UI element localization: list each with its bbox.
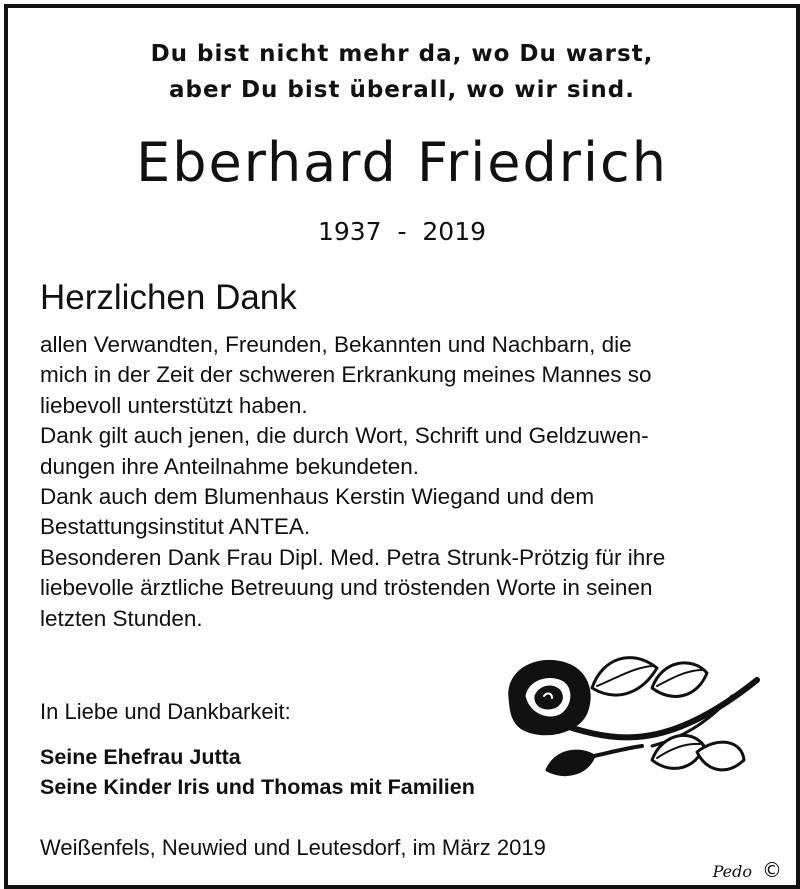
signer-line-2: Seine Kinder Iris und Thomas mit Familien (40, 775, 475, 799)
signers (40, 742, 475, 802)
deceased-name: Eberhard Friedrich (136, 131, 668, 194)
text-line: Dank gilt auch jenen, die durch Wort, Schrift und Geldzuwen- (40, 423, 649, 449)
life-years: 1937 - 2019 (317, 217, 487, 246)
obituary-card (4, 4, 800, 889)
text-line: Dank auch dem Blumenhaus Kerstin Wiegand und dem (40, 484, 595, 510)
text-line: Bestattungsinstitut ANTEA. (40, 514, 311, 540)
copyright-symbol: © (762, 858, 782, 882)
designer-credit (713, 860, 782, 882)
memorial-quote (8, 36, 796, 108)
thanks-text (40, 330, 776, 634)
designer-signature: Pedo (712, 862, 752, 881)
place-and-date: Weißenfels, Neuwied und Leutesdorf, im März 2019 (40, 835, 546, 860)
thanks-heading: Herzlichen Dank (40, 278, 297, 317)
text-line: Besonderen Dank Frau Dipl. Med. Petra Strunk-Prötzig für ihre (40, 544, 666, 570)
rose-icon (502, 648, 772, 788)
signer-line-1: Seine Ehefrau Jutta (40, 745, 241, 769)
text-line: allen Verwandten, Freunden, Bekannten und Nachbarn, die (40, 332, 632, 357)
text-line: liebevoll unterstützt haben. (40, 392, 308, 418)
text-line: dungen ihre Anteilnahme bekundeten. (40, 453, 420, 479)
quote-line-1: Du bist nicht mehr da, wo Du warst, (150, 41, 654, 67)
quote-line-2: aber Du bist überall, wo wir sind. (169, 77, 635, 103)
text-line: mich in der Zeit der schweren Erkrankung meines Mannes so (40, 362, 652, 388)
closing-phrase: In Liebe und Dankbarkeit: (40, 699, 291, 724)
text-line: liebevolle ärztliche Betreuung und tröstenden Worte in seinen (40, 575, 653, 601)
text-line: letzten Stunden. (40, 605, 203, 631)
